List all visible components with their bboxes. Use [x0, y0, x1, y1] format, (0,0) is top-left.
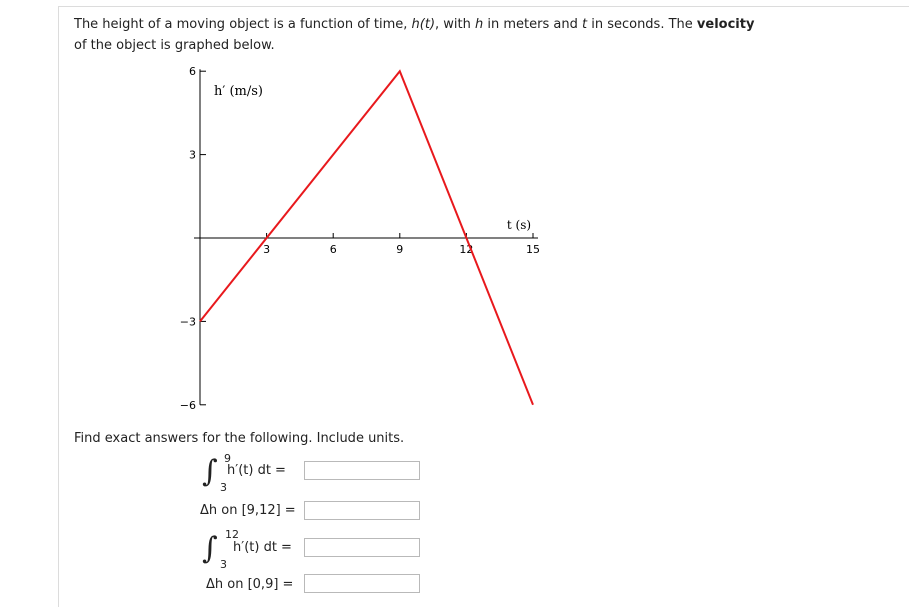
x-tick-label: 6 — [329, 243, 337, 256]
upper-limit: 9 — [224, 452, 231, 465]
lower-limit: 3 — [220, 481, 227, 494]
integral-sign: ∫ — [202, 531, 218, 566]
y-tick-label: −6 — [179, 398, 196, 412]
function-symbol: h(t) — [411, 17, 436, 32]
problem-text: The height of a moving object is a function of time, — [74, 17, 412, 32]
x-tick-label: 9 — [396, 243, 404, 256]
y-tick-label: 6 — [189, 65, 196, 79]
answer-input-integral-3-9[interactable] — [304, 461, 420, 480]
instructions: Find exact answers for the following. Include units. — [74, 431, 405, 446]
h-symbol: h — [475, 17, 484, 32]
velocity-emphasis: velocity — [696, 17, 755, 32]
problem-text: in meters and — [483, 17, 582, 32]
lower-limit: 3 — [220, 558, 227, 571]
integral-sign: ∫ — [202, 454, 218, 489]
x-tick-label: 12 — [459, 243, 474, 256]
problem-statement — [74, 14, 774, 56]
answer-input-integral-3-12[interactable] — [304, 538, 420, 557]
velocity-graph — [160, 60, 560, 420]
integral-expression: h′(t) dt = — [233, 540, 292, 555]
problem-line-1 — [74, 14, 774, 35]
answer-input-delta-h-9-12[interactable] — [304, 501, 420, 520]
x-tick-label: 3 — [263, 243, 271, 256]
x-axis-label: t (s) — [506, 218, 532, 232]
x-tick-label: 15 — [526, 243, 540, 256]
upper-limit: 12 — [225, 528, 239, 541]
delta-h-9-12-label: Δh on [9,12] = — [200, 503, 296, 518]
y-tick-label: 3 — [189, 148, 196, 162]
problem-line-2: of the object is graphed below. — [74, 38, 275, 53]
problem-text: in seconds. The — [587, 17, 697, 32]
y-axis-label: h′ (m/s) — [214, 84, 263, 100]
t-symbol: t — [581, 17, 588, 32]
delta-h-0-9-label: Δh on [0,9] = — [206, 577, 294, 592]
integral-expression: h′(t) dt = — [227, 463, 286, 478]
problem-text: , with — [435, 17, 475, 32]
y-tick-label: −3 — [179, 315, 196, 329]
answer-input-delta-h-0-9[interactable] — [304, 574, 420, 593]
